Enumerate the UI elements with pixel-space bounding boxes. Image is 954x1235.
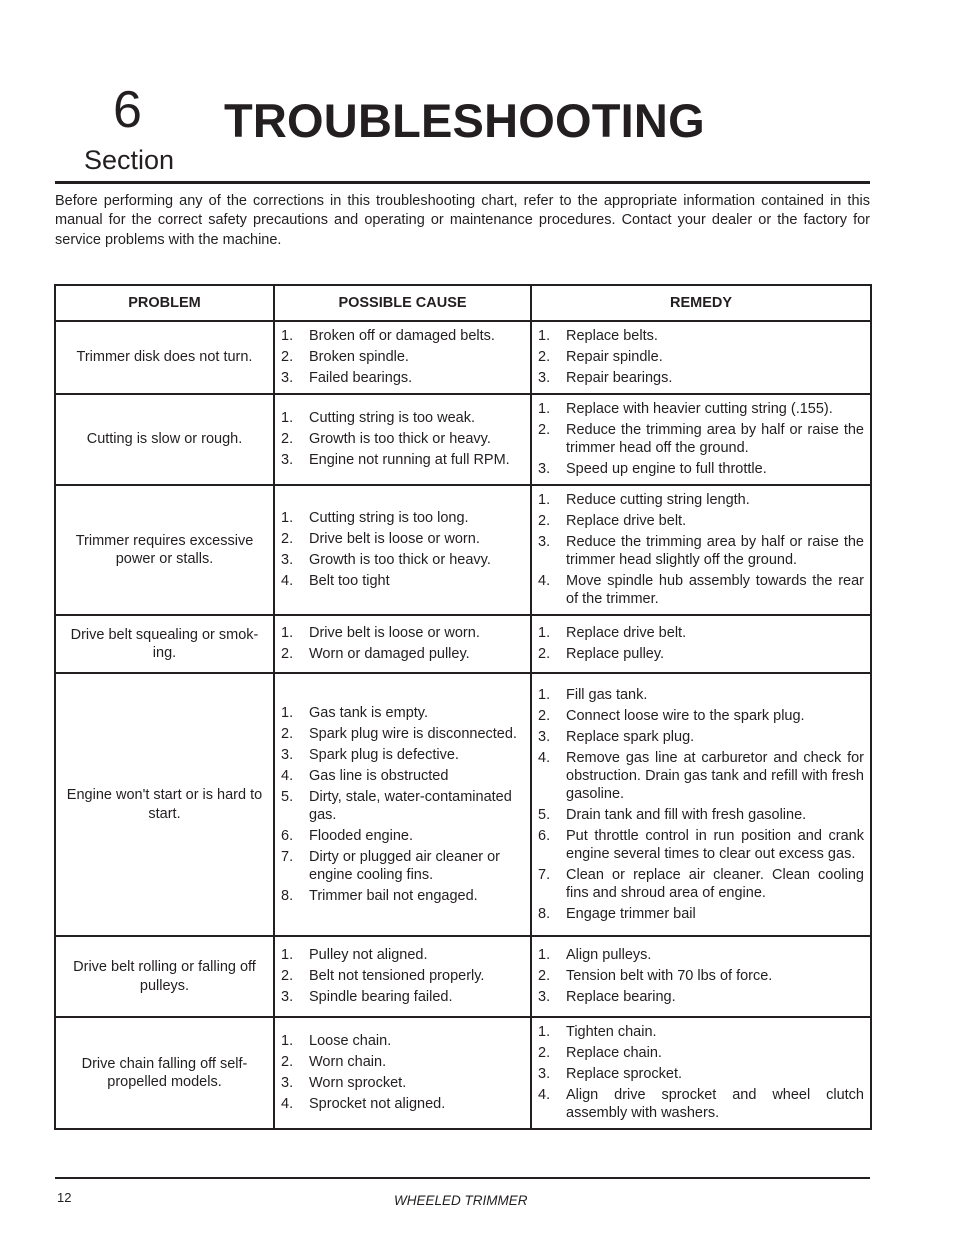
- item-number: 1.: [281, 328, 294, 344]
- cause-item: [281, 746, 524, 764]
- item-number: 1.: [281, 625, 294, 641]
- cause-item: [281, 946, 524, 964]
- remedy-item: [538, 728, 864, 746]
- item-number: 3.: [538, 989, 551, 1005]
- cause-item: [281, 1074, 524, 1092]
- item-number: 1.: [281, 510, 294, 526]
- cause-cell: [274, 394, 531, 485]
- cause-text: Worn or damaged pulley.: [309, 646, 470, 662]
- remedy-cell: [531, 673, 871, 936]
- item-number: 2.: [281, 646, 294, 662]
- remedy-item: [538, 827, 864, 863]
- item-number: 3.: [538, 370, 551, 386]
- table-row: [55, 394, 871, 485]
- cause-item: [281, 1053, 524, 1071]
- remedy-item: [538, 988, 864, 1006]
- cause-text: Gas tank is empty.: [309, 704, 428, 721]
- cause-text: Spark plug is defective.: [309, 746, 459, 763]
- remedy-list: [538, 946, 864, 1006]
- remedy-list: [538, 400, 864, 478]
- remedy-item: [538, 533, 864, 569]
- remedy-text: Replace pulley.: [566, 646, 665, 662]
- remedy-text: Connect loose wire to the spark plug.: [566, 707, 805, 724]
- remedy-item: [538, 460, 864, 478]
- remedy-item: [538, 1065, 864, 1083]
- cause-item: [281, 788, 524, 824]
- remedy-item: [538, 645, 864, 663]
- cause-text: Drive belt is loose or worn.: [309, 531, 480, 547]
- table-header-row: [55, 285, 871, 321]
- remedy-cell: [531, 485, 871, 615]
- cause-item: [281, 348, 524, 366]
- remedy-list: [538, 491, 864, 608]
- remedy-item: [538, 491, 864, 509]
- item-number: 1.: [538, 686, 551, 703]
- remedy-text: Fill gas tank.: [566, 686, 648, 703]
- remedy-text: Repair bearings.: [566, 370, 673, 386]
- cause-text: Spark plug wire is disconnected.: [309, 725, 517, 742]
- problem-column-header: PROBLEM: [55, 285, 274, 321]
- header-divider: [55, 181, 870, 184]
- cause-item: [281, 767, 524, 785]
- remedy-text: Align pulleys.: [566, 947, 652, 963]
- item-number: 2.: [538, 646, 551, 662]
- cause-list: [281, 509, 524, 590]
- cause-item: [281, 725, 524, 743]
- page-number: 12: [57, 1190, 72, 1205]
- item-number: 2.: [538, 1045, 551, 1061]
- cause-item: [281, 509, 524, 527]
- cause-cell: [274, 1017, 531, 1129]
- cause-text: Growth is too thick or heavy.: [309, 552, 491, 568]
- cause-text: Cutting string is too long.: [309, 510, 469, 526]
- remedy-list: [538, 686, 864, 923]
- item-number: 2.: [281, 431, 294, 447]
- remedy-item: [538, 572, 864, 608]
- cause-text: Failed bearings.: [309, 370, 413, 386]
- cause-list: [281, 946, 524, 1006]
- cause-list: [281, 1032, 524, 1113]
- cause-text: Growth is too thick or heavy.: [309, 431, 491, 447]
- cause-cell: [274, 485, 531, 615]
- item-number: 2.: [281, 349, 294, 365]
- remedy-cell: [531, 936, 871, 1017]
- remedy-cell: [531, 394, 871, 485]
- item-number: 3.: [281, 989, 294, 1005]
- problem-cell: Drive belt squealing or smok-ing.: [55, 615, 274, 673]
- cause-text: Flooded engine.: [309, 827, 413, 844]
- cause-item: [281, 967, 524, 985]
- cause-list: [281, 327, 524, 387]
- item-number: 1.: [538, 401, 551, 417]
- remedy-text: Drain tank and fill with fresh gasoline.: [566, 806, 807, 823]
- cause-list: [281, 624, 524, 663]
- problem-cell: Drive chain falling off self-propelled models.: [55, 1017, 274, 1129]
- remedy-text: Speed up engine to full throttle.: [566, 461, 767, 477]
- item-number: 5.: [538, 806, 551, 823]
- cause-item: [281, 369, 524, 387]
- item-number: 8.: [281, 887, 294, 904]
- item-number: 6.: [281, 827, 294, 844]
- remedy-item: [538, 946, 864, 964]
- item-number: 1.: [538, 328, 551, 344]
- cause-column-header: POSSIBLE CAUSE: [274, 285, 531, 321]
- item-number: 2.: [281, 968, 294, 984]
- problem-cell: Drive belt rolling or falling off pulleys.: [55, 936, 274, 1017]
- remedy-text: Reduce the trimming area by half or raise the trimmer head off the ground.: [566, 422, 864, 456]
- item-number: 4.: [538, 1087, 551, 1103]
- remedy-item: [538, 967, 864, 985]
- cause-item: [281, 624, 524, 642]
- cause-text: Belt too tight: [309, 573, 390, 589]
- remedy-text: Put throttle control in run position and crank engine several times to clear out excess gas.: [566, 827, 864, 862]
- troubleshooting-table: [54, 284, 872, 1130]
- cause-text: Pulley not aligned.: [309, 947, 428, 963]
- item-number: 4.: [281, 1096, 294, 1112]
- item-number: 1.: [538, 1024, 551, 1040]
- item-number: 8.: [538, 905, 551, 922]
- cause-item: [281, 704, 524, 722]
- cause-text: Engine not running at full RPM.: [309, 452, 510, 468]
- remedy-text: Reduce cutting string length.: [566, 492, 750, 508]
- remedy-text: Engage trimmer bail: [566, 905, 696, 922]
- item-number: 1.: [538, 947, 551, 963]
- remedy-text: Tighten chain.: [566, 1024, 657, 1040]
- item-number: 3.: [281, 370, 294, 386]
- item-number: 3.: [538, 461, 551, 477]
- item-number: 3.: [538, 1066, 551, 1082]
- cause-item: [281, 1032, 524, 1050]
- table-row: [55, 936, 871, 1017]
- item-number: 2.: [281, 725, 294, 742]
- remedy-text: Replace belts.: [566, 328, 658, 344]
- remedy-item: [538, 624, 864, 642]
- cause-text: Broken off or damaged belts.: [309, 328, 495, 344]
- remedy-text: Align drive sprocket and wheel clutch assembly with washers.: [566, 1087, 864, 1121]
- cause-text: Drive belt is loose or worn.: [309, 625, 480, 641]
- cause-text: Worn sprocket.: [309, 1075, 407, 1091]
- cause-text: Broken spindle.: [309, 349, 409, 365]
- table-row: [55, 1017, 871, 1129]
- cause-cell: [274, 936, 531, 1017]
- remedy-item: [538, 905, 864, 923]
- item-number: 1.: [281, 947, 294, 963]
- problem-cell: Engine won't start or is hard to start.: [55, 673, 274, 936]
- remedy-list: [538, 327, 864, 387]
- item-number: 4.: [281, 767, 294, 784]
- item-number: 1.: [281, 704, 294, 721]
- remedy-list: [538, 624, 864, 663]
- cause-text: Dirty or plugged air cleaner or engine cooling fins.: [309, 848, 501, 883]
- footer-divider: [55, 1177, 870, 1179]
- cause-item: [281, 1095, 524, 1113]
- cause-text: Spindle bearing failed.: [309, 989, 453, 1005]
- remedy-item: [538, 421, 864, 457]
- cause-item: [281, 848, 524, 884]
- remedy-text: Reduce the trimming area by half or raise the trimmer head slightly off the ground.: [566, 534, 864, 568]
- cause-text: Dirty, stale, water-contaminated gas.: [309, 788, 512, 823]
- remedy-text: Replace drive belt.: [566, 625, 687, 641]
- cause-item: [281, 430, 524, 448]
- remedy-text: Tension belt with 70 lbs of force.: [566, 968, 773, 984]
- cause-text: Cutting string is too weak.: [309, 410, 476, 426]
- item-number: 1.: [538, 492, 551, 508]
- remedy-item: [538, 749, 864, 803]
- item-number: 2.: [281, 1054, 294, 1070]
- remedy-item: [538, 327, 864, 345]
- cause-item: [281, 645, 524, 663]
- remedy-text: Replace bearing.: [566, 989, 676, 1005]
- remedy-item: [538, 348, 864, 366]
- remedy-item: [538, 707, 864, 725]
- item-number: 7.: [538, 866, 551, 883]
- remedy-item: [538, 1023, 864, 1041]
- remedy-cell: [531, 615, 871, 673]
- item-number: 3.: [281, 1075, 294, 1091]
- item-number: 3.: [281, 552, 294, 568]
- intro-paragraph: Before performing any of the corrections in this troubleshooting chart, refer to the appropriate information contained in this manual for the correct safety precautions and operating or maintenance procedures. Contact your dealer or the factory for service problems with the machine.: [55, 193, 870, 248]
- cause-text: Worn chain.: [309, 1054, 387, 1070]
- cause-item: [281, 827, 524, 845]
- section-number: 6: [113, 81, 142, 139]
- item-number: 2.: [538, 349, 551, 365]
- cause-item: [281, 409, 524, 427]
- remedy-text: Replace drive belt.: [566, 513, 687, 529]
- item-number: 1.: [281, 1033, 294, 1049]
- cause-item: [281, 551, 524, 569]
- item-number: 3.: [281, 452, 294, 468]
- item-number: 4.: [538, 573, 551, 589]
- cause-item: [281, 530, 524, 548]
- cause-cell: [274, 615, 531, 673]
- cause-text: Sprocket not aligned.: [309, 1096, 446, 1112]
- problem-cell: Trimmer requires excessive power or stalls.: [55, 485, 274, 615]
- item-number: 3.: [538, 728, 551, 745]
- item-number: 7.: [281, 848, 294, 865]
- remedy-item: [538, 1086, 864, 1122]
- item-number: 2.: [538, 707, 551, 724]
- remedy-text: Move spindle hub assembly towards the rear of the trimmer.: [566, 573, 864, 607]
- remedy-item: [538, 1044, 864, 1062]
- remedy-text: Clean or replace air cleaner. Clean cooling fins and shroud area of engine.: [566, 866, 864, 901]
- cause-item: [281, 572, 524, 590]
- item-number: 4.: [538, 749, 551, 766]
- cause-item: [281, 988, 524, 1006]
- table-row: [55, 615, 871, 673]
- problem-cell: Trimmer disk does not turn.: [55, 321, 274, 394]
- remedy-cell: [531, 1017, 871, 1129]
- remedy-item: [538, 512, 864, 530]
- page-title: TROUBLESHOOTING: [224, 94, 705, 147]
- section-label: Section: [84, 145, 175, 175]
- item-number: 3.: [281, 746, 294, 763]
- cause-text: Loose chain.: [309, 1033, 392, 1049]
- table-row: [55, 673, 871, 936]
- cause-cell: [274, 321, 531, 394]
- cause-list: [281, 704, 524, 905]
- cause-cell: [274, 673, 531, 936]
- item-number: 5.: [281, 788, 294, 805]
- item-number: 1.: [538, 625, 551, 641]
- cause-item: [281, 887, 524, 905]
- cause-text: Gas line is obstructed: [309, 767, 449, 784]
- item-number: 3.: [538, 534, 551, 550]
- cause-item: [281, 327, 524, 345]
- cause-item: [281, 451, 524, 469]
- item-number: 1.: [281, 410, 294, 426]
- cause-text: Belt not tensioned properly.: [309, 968, 485, 984]
- cause-text: Trimmer bail not engaged.: [309, 887, 478, 904]
- remedy-item: [538, 686, 864, 704]
- remedy-text: Remove gas line at carburetor and check for obstruction. Drain gas tank and refill with fresh gasoline.: [566, 749, 864, 802]
- table-row: [55, 485, 871, 615]
- item-number: 6.: [538, 827, 551, 844]
- remedy-list: [538, 1023, 864, 1122]
- remedy-text: Replace spark plug.: [566, 728, 695, 745]
- remedy-text: Repair spindle.: [566, 349, 663, 365]
- remedy-cell: [531, 321, 871, 394]
- remedy-item: [538, 369, 864, 387]
- remedy-text: Replace chain.: [566, 1045, 662, 1061]
- remedy-text: Replace with heavier cutting string (.155).: [566, 401, 833, 417]
- table-row: [55, 321, 871, 394]
- item-number: 2.: [538, 422, 551, 438]
- remedy-column-header: REMEDY: [531, 285, 871, 321]
- remedy-item: [538, 400, 864, 418]
- remedy-item: [538, 806, 864, 824]
- remedy-text: Replace sprocket.: [566, 1066, 683, 1082]
- footer-title: WHEELED TRIMMER: [394, 1193, 528, 1208]
- cause-list: [281, 409, 524, 469]
- item-number: 4.: [281, 573, 294, 589]
- item-number: 2.: [538, 968, 551, 984]
- remedy-item: [538, 866, 864, 902]
- item-number: 2.: [538, 513, 551, 529]
- problem-cell: Cutting is slow or rough.: [55, 394, 274, 485]
- item-number: 2.: [281, 531, 294, 547]
